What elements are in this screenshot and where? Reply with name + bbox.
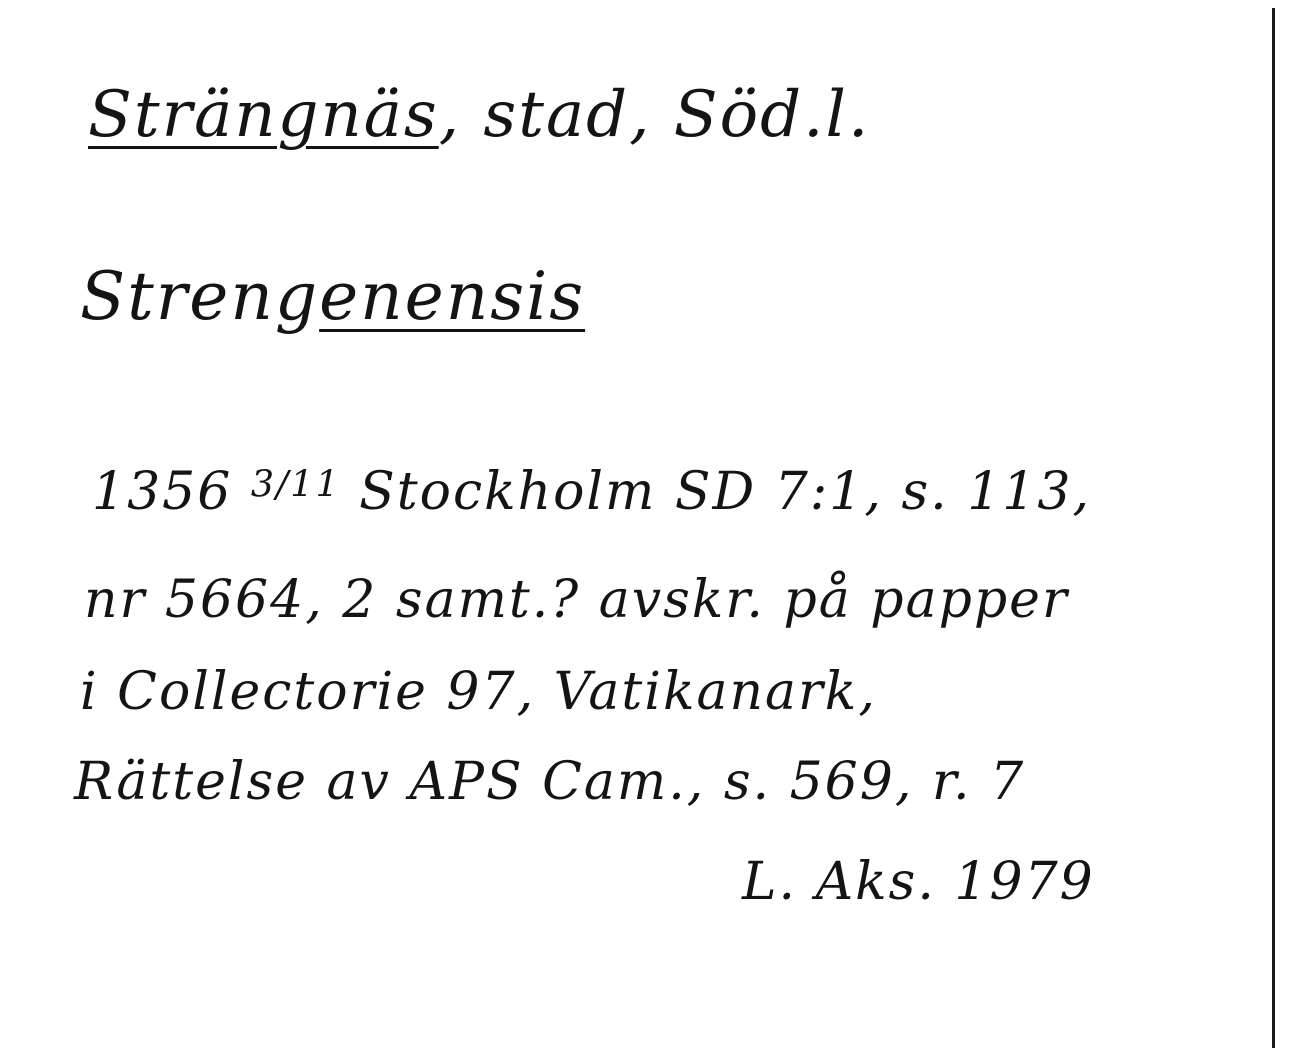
latin-name [80,258,585,335]
latin-name-ending: enensis [319,258,586,335]
entry-year: 1356 [92,462,233,522]
signature: L. Aks. 1979 [742,852,1095,912]
entry-line-3: i Collectorie 97, Vatikanark, [80,662,877,722]
entry-line-2: nr 5664, 2 samt.? avskr. på papper [84,570,1069,630]
place-heading [88,78,870,152]
place-name: Strängnäs [88,78,439,152]
entry-date: 3/11 [250,462,341,506]
latin-name-prefix: Streng [80,258,320,335]
entry-line-1 [92,462,1091,522]
card-edge [1272,8,1275,1048]
entry-line-4: Rättelse av APS Cam., s. 569, r. 7 [74,752,1026,812]
entry-source: Stockholm SD 7:1, s. 113, [340,462,1091,522]
place-description: , stad, Söd.l. [438,78,871,152]
